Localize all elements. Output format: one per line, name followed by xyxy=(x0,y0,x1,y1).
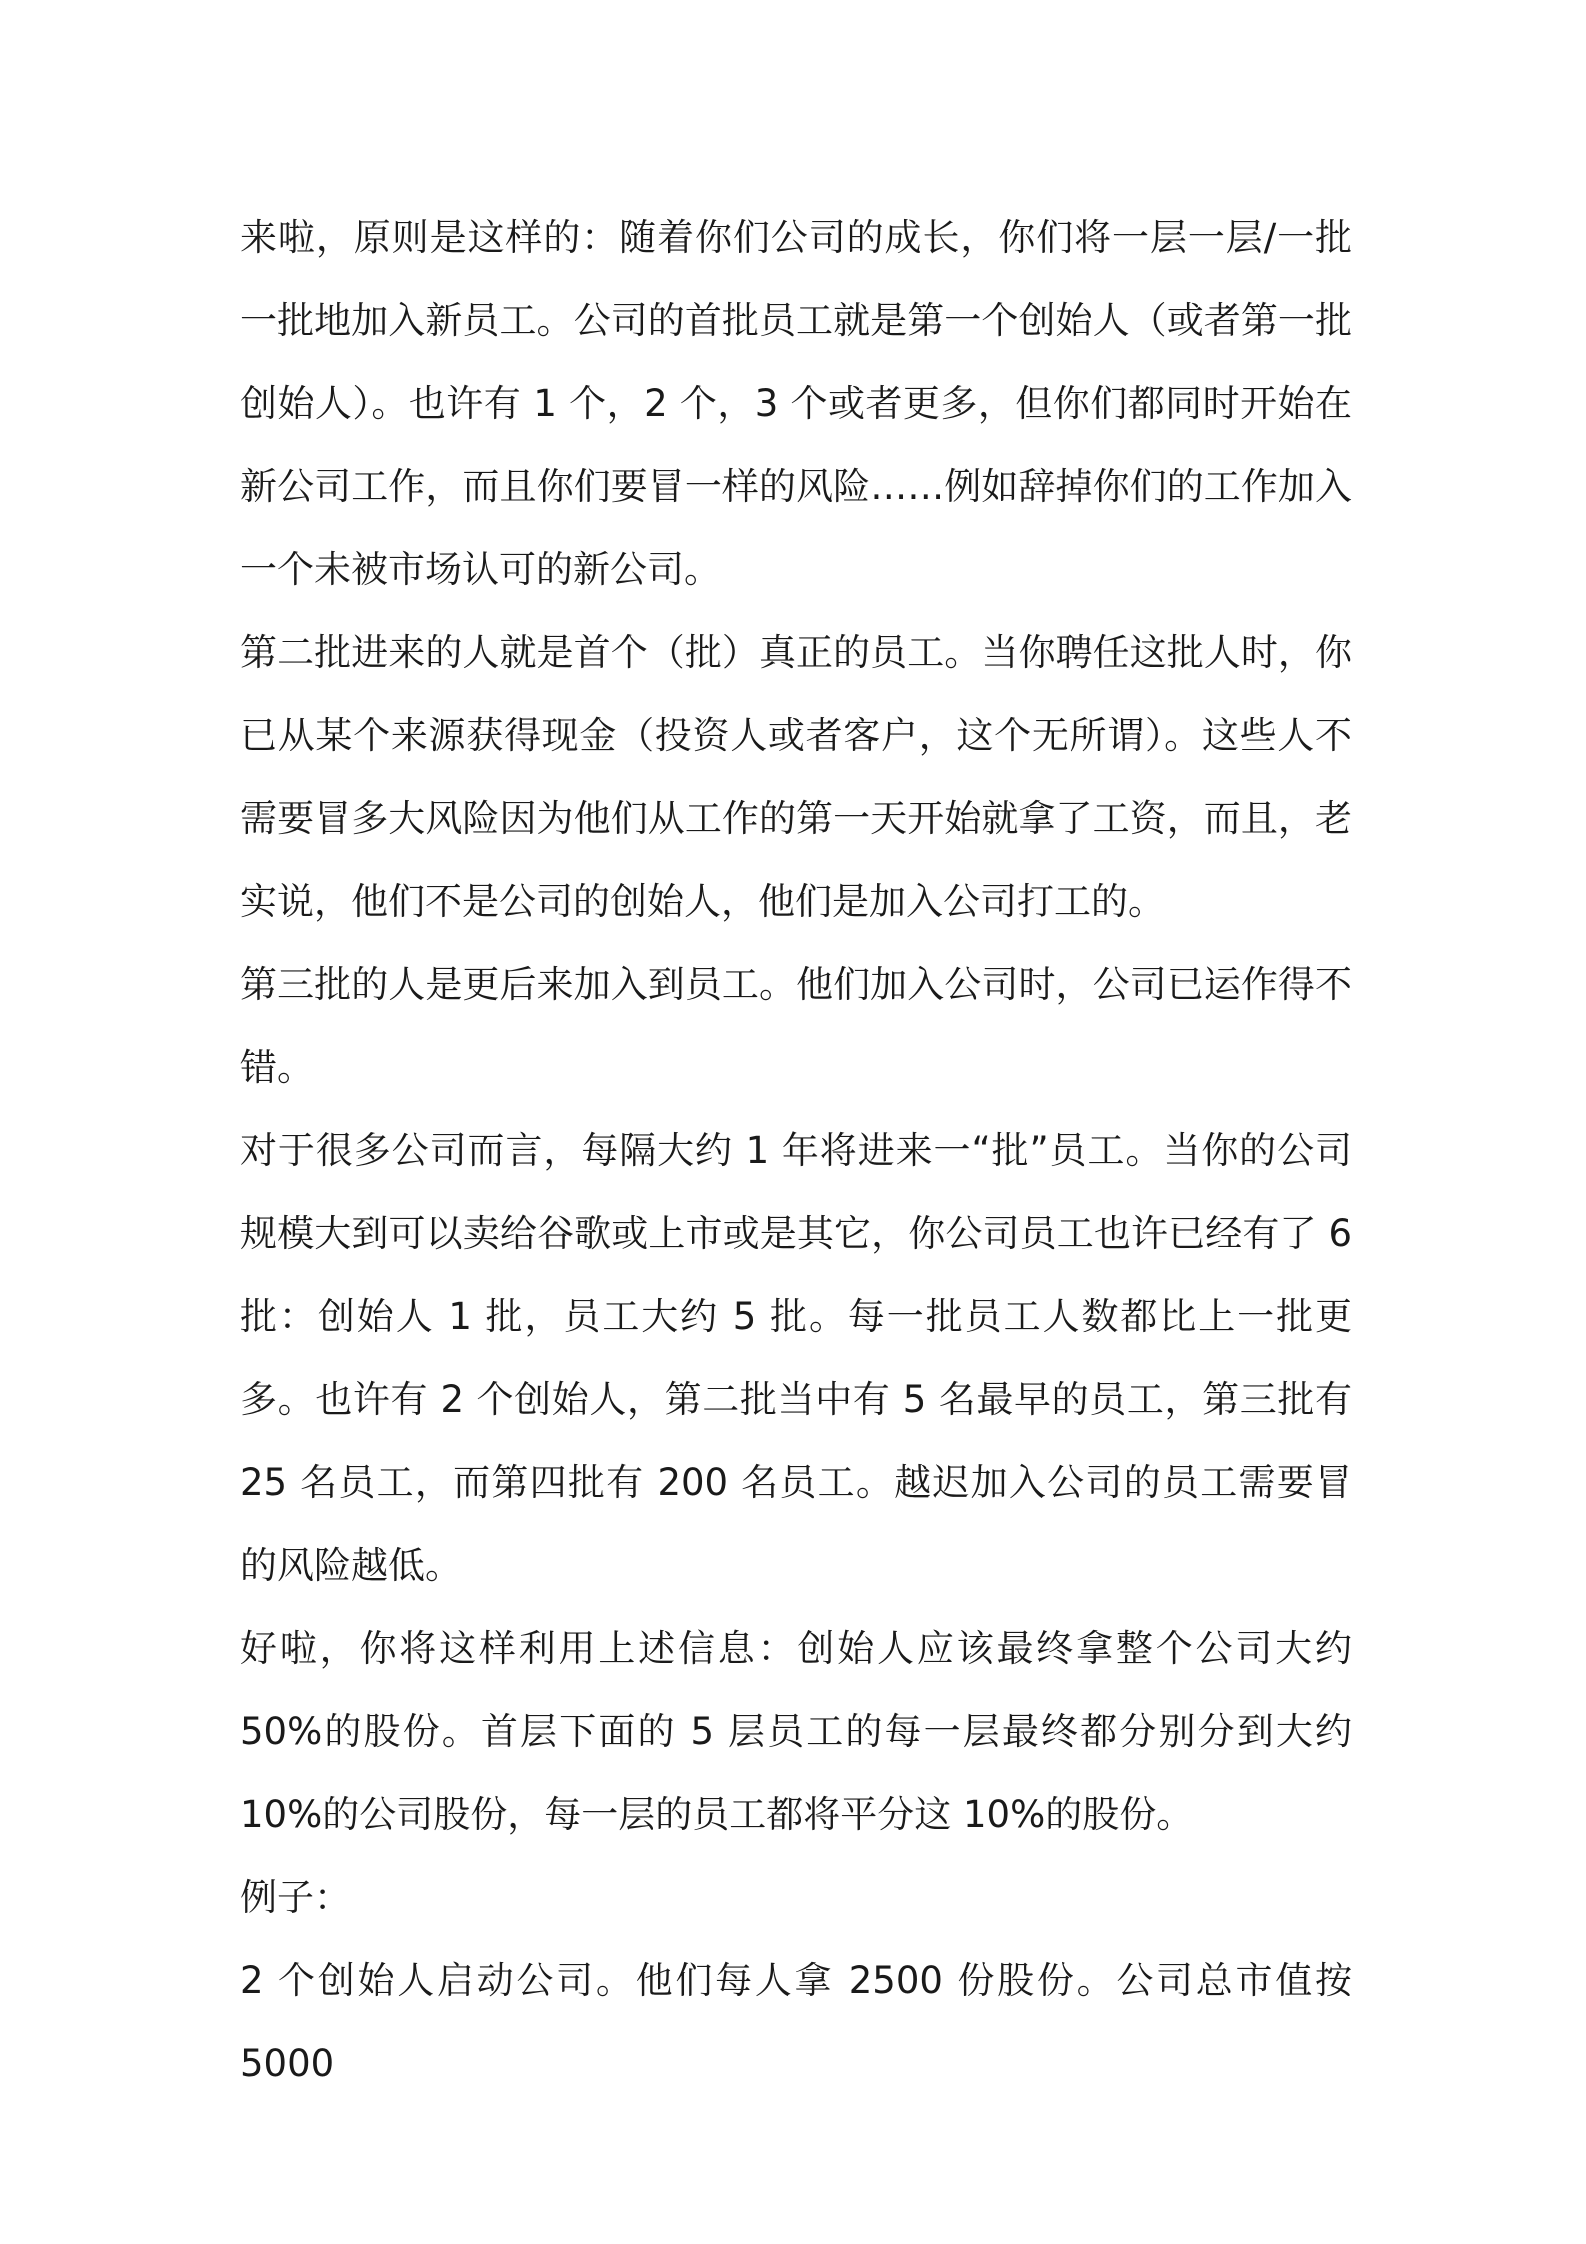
paragraph-yearly-batches: 对于很多公司而言，每隔大约 1 年将进来一“批”员工。当你的公司规模大到可以卖给谷歌或上市或是其它，你公司员工也许已经有了 6 批：创始人 1 批，员工大约 5 批。每一批员工人数都比上一批更多。也许有 2 个创始人，第二批当中有 5 名最早的员工，第三批有 25 名员工，而第四批有 200 名员工。越迟加入公司的员工需要冒的风险越低。 xyxy=(240,1129,1352,1587)
paragraph-third-batch: 第三批的人是更后来加入到员工。他们加入公司时，公司已运作得不错。 xyxy=(240,963,1352,1089)
document-body xyxy=(240,196,1352,2105)
paragraph-example-heading: 例子： xyxy=(240,1876,351,1919)
paragraph-principle: 来啦，原则是这样的：随着你们公司的成长，你们将一层一层/一批一批地加入新员工。公司的首批员工就是第一个创始人（或者第一批创始人）。也许有 1 个，2 个，3 个或者更多，但你们都同时开始在新公司工作，而且你们要冒一样的风险……例如辞掉你们的工作加入一个未被市场认可的新公司。 xyxy=(240,216,1352,591)
paragraph-equity-split: 好啦，你将这样利用上述信息：创始人应该最终拿整个公司大约 50%的股份。首层下面的 5 层员工的每一层最终都分别分到大约 10%的公司股份，每一层的员工都将平分这 10%的股份。 xyxy=(240,1627,1352,1836)
paragraph-example: 2 个创始人启动公司。他们每人拿 2500 份股份。公司总市值按 5000 xyxy=(240,1959,1352,2085)
paragraph-second-batch: 第二批进来的人就是首个（批）真正的员工。当你聘任这批人时，你已从某个来源获得现金（投资人或者客户，这个无所谓）。这些人不需要冒多大风险因为他们从工作的第一天开始就拿了工资，而且，老实说，他们不是公司的创始人，他们是加入公司打工的。 xyxy=(240,631,1352,923)
